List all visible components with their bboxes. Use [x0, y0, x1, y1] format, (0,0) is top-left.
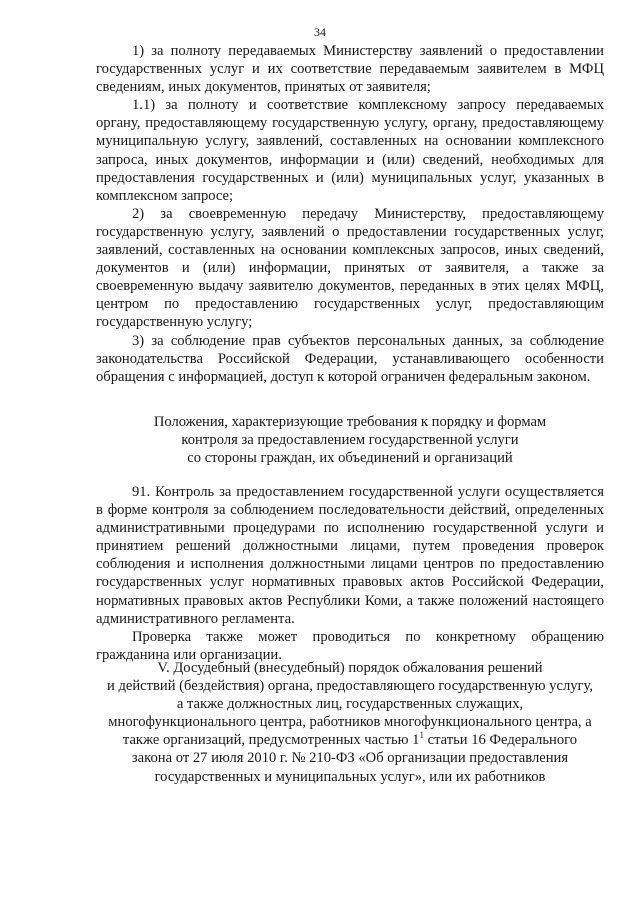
paragraph-item-1-1: 1.1) за полноту и соответствие комплексному запросу передаваемых органу, предоставляющему государственную услугу, органу, предоставляющему муниципальную услугу, заявлений, составленных на основании комплексного запроса, иных документов, информации и (или) сведений, необходимых для предоставления государственных и (или) муниципальных услуг, указанных в комплексном запросе;	[96, 97, 604, 204]
control-heading-line-1: Положения, характеризующие требования к порядку и формам	[153, 414, 547, 430]
paragraph-item-3: 3) за соблюдение прав субъектов персональных данных, за соблюдение законодательства Российской Федерации, устанавливающего особенности обращения с информацией, доступ к которой ограничен федеральным законом.	[96, 332, 604, 385]
section-v-line-5-start: также организаций, предусмотренных частью 1	[122, 732, 420, 749]
control-section	[96, 483, 604, 664]
paragraph-91: 91. Контроль за предоставлением государственной услуги осуществляется в форме контроля за соблюдением последовательности действий, определенных административными процедурами по исполнению государственной услуги и принятием решений должностными лицами, путем проведения проверок соблюдения и исполнения должностными лицами центров по предоставлению государственных услуг нормативных правовых актов Российской Федерации, нормативных правовых актов Республики Коми, а также положений настоящего административного регламента.	[96, 484, 604, 627]
section-v-line-1: V. Досудебный (внесудебный) порядок обжалования решений	[157, 660, 543, 676]
control-heading	[96, 413, 604, 467]
section-v-line-5	[80, 731, 620, 749]
control-heading-line-2: контроля за предоставлением государственной услуги	[181, 432, 519, 449]
section-v-line-4: многофункционального центра, работников многофункционального центра, а	[108, 714, 592, 731]
paragraph-item-1: 1) за полноту передаваемых Министерству заявлений о предоставлении государственных услуг и их соответствие передаваемым заявителем в МФЦ сведениям, иных документов, принятых от заявителя;	[96, 43, 604, 96]
section-v-line-7: государственных и муниципальных услуг», или их работников	[154, 768, 546, 785]
responsibility-list	[96, 42, 604, 386]
paragraph-check: Проверка также может проводиться по конкретному обращению гражданина или организации.	[96, 628, 604, 663]
section-v-line-5-end: статьи 16 Федерального	[423, 732, 578, 749]
section-v-title	[80, 659, 620, 786]
paragraph-item-2: 2) за своевременную передачу Министерству, предоставляющему государственную услугу, заявлений о предоставлении государственных услуг, заявлений, составленных на основании комплексных запросов, иных сведений, документов и (или) информации, принятых от заявителя, а также за своевременную выдачу заявителю документов, переданных в этих целях МФЦ, центром по предоставлению государственных услуг, предоставляющим государственную услугу;	[96, 205, 604, 331]
control-heading-line-3: со стороны граждан, их объединений и организаций	[187, 450, 513, 467]
section-v-line-3: а также должностных лиц, государственных служащих,	[176, 696, 524, 713]
section-v-line-6: закона от 27 июля 2010 г. № 210-ФЗ «Об организации предоставления	[131, 750, 569, 767]
section-v-superscript: 1	[419, 730, 424, 741]
section-v-line-2: и действий (бездействия) органа, предоставляющего государственную услугу,	[106, 678, 593, 695]
page-number: 34	[314, 25, 326, 39]
